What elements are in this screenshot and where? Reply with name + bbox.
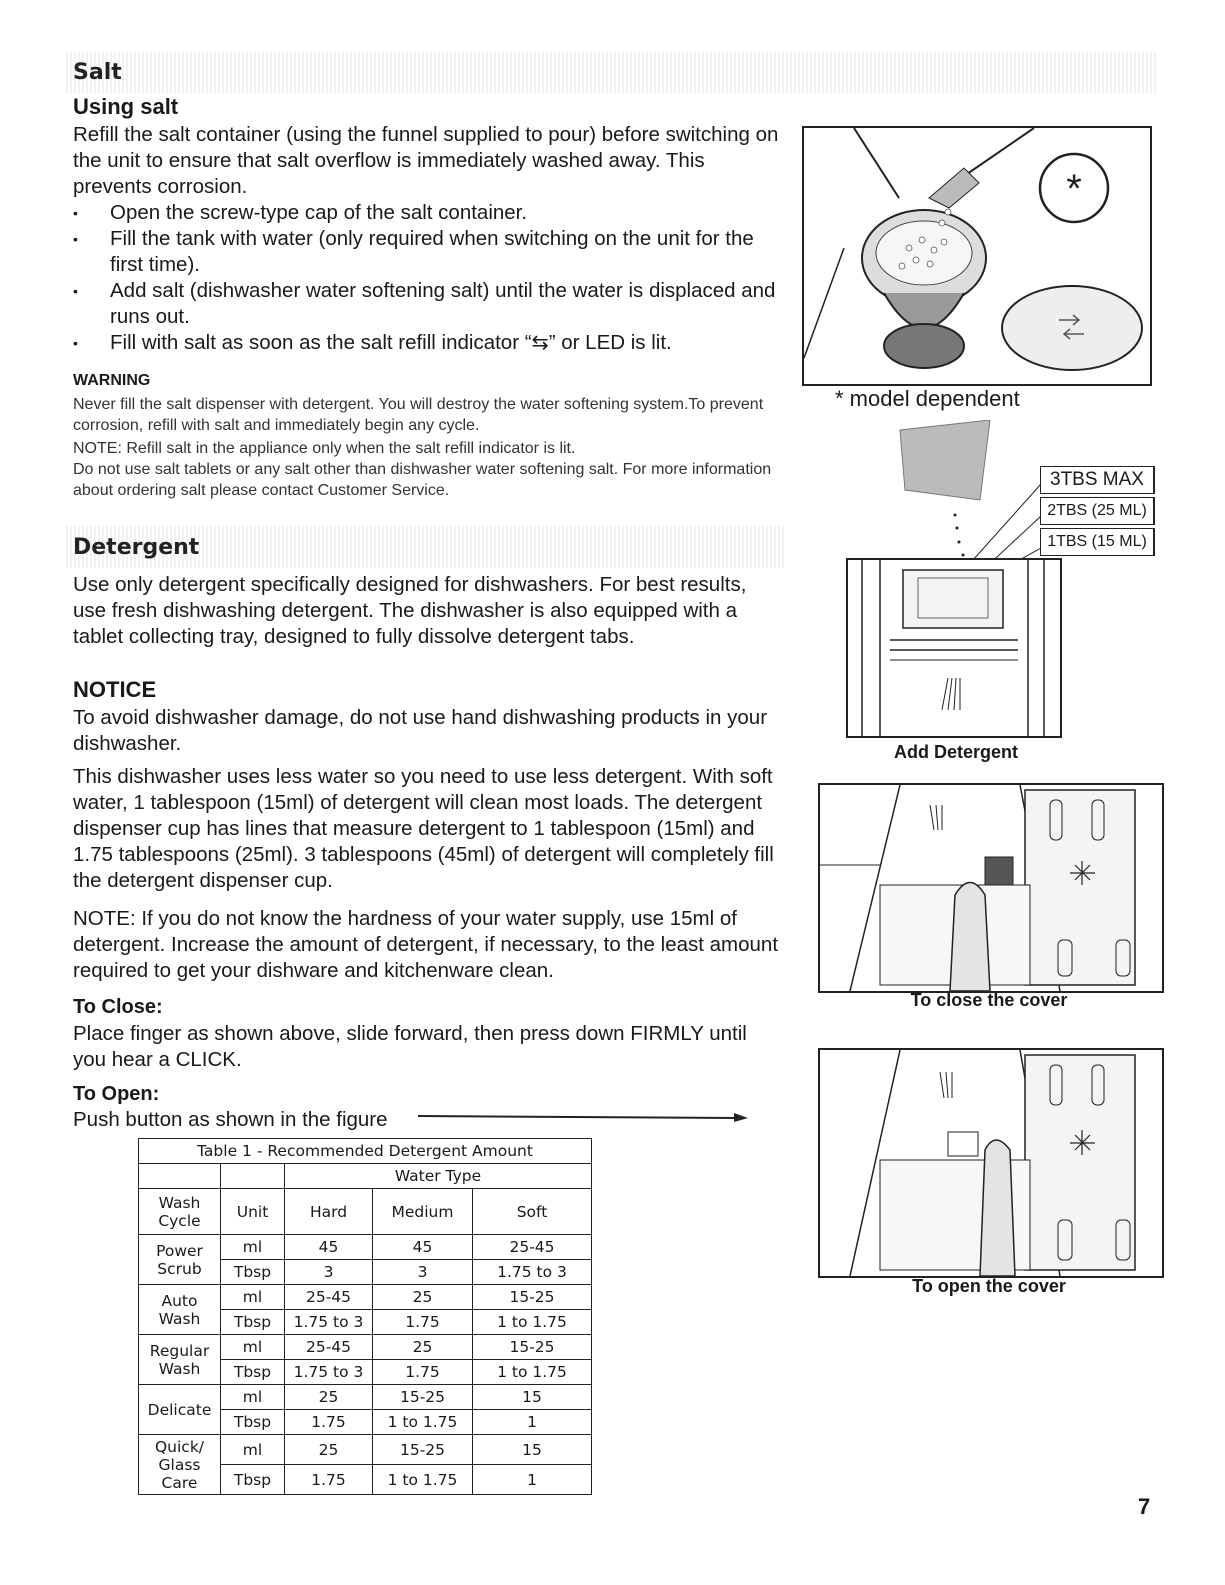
salt-funnel-illustration xyxy=(804,128,1150,384)
table-cell: 1.75 xyxy=(373,1310,473,1335)
level-label-25ml: 2TBS (25 ML) xyxy=(1040,497,1155,525)
detergent-pour-illustration xyxy=(895,420,1045,580)
table-cycle: Power Scrub xyxy=(139,1235,221,1285)
detergent-note: NOTE: If you do not know the hardness of your water supply, use 15ml of detergent. Increase the amount of detergent, if necessary, to the least amount required to get your dishware and kitchenware clean. xyxy=(73,907,779,982)
arrow-right-icon xyxy=(418,1108,748,1128)
table-cell: 1 to 1.75 xyxy=(373,1465,473,1495)
table-cell: ml xyxy=(221,1285,285,1310)
salt-note-2: Do not use salt tablets or any salt other than dishwasher water softening salt. For more information about ordering salt please contact Customer Service. xyxy=(73,461,772,499)
detergent-level-labels xyxy=(1040,466,1155,556)
table-header: Unit xyxy=(221,1189,285,1235)
warning-block xyxy=(73,394,783,501)
table-cell: 1 to 1.75 xyxy=(473,1360,592,1385)
to-close-text: Place finger as shown above, slide forward, then press down FIRMLY until you hear a CLICK. xyxy=(73,1022,747,1071)
salt-funnel-figure xyxy=(802,126,1152,386)
table-cell: 15 xyxy=(473,1435,592,1465)
table-cycle: Quick/ Glass Care xyxy=(139,1435,221,1495)
detergent-intro: Use only detergent specifically designed for dishwashers. For best results, use fresh dishwashing detergent. The dishwasher is also equipped with a tablet collecting tray, designed to fully dissolve detergent tabs. xyxy=(73,573,747,648)
warning-heading: WARNING xyxy=(73,372,151,389)
open-cover-figure xyxy=(818,1048,1164,1278)
water-type-header: Water Type xyxy=(285,1164,592,1189)
table-cell: 15-25 xyxy=(373,1435,473,1465)
salt-intro: Refill the salt container (using the funnel supplied to pour) before switching on the unit to ensure that salt overflow is immediately washed away. This prevents corrosion. xyxy=(73,123,779,198)
table-cell: 25-45 xyxy=(285,1335,373,1360)
model-dependent-marker: * xyxy=(1066,167,1082,211)
notice-heading: NOTICE xyxy=(73,677,157,702)
salt-text xyxy=(73,122,781,356)
salt-bullet: • Fill with salt as soon as the salt refill indicator “⇆” or LED is lit. xyxy=(73,330,781,356)
table-cell: Tbsp xyxy=(221,1310,285,1335)
salt-bullet: • Fill the tank with water (only required when switching on the unit for the first time). xyxy=(73,226,781,278)
warning-text: Never fill the salt dispenser with detergent. You will destroy the water softening system.To prevent corrosion, refill with salt and immediately begin any cycle. xyxy=(73,396,764,434)
table-cell: 15-25 xyxy=(373,1385,473,1410)
table-cell: Tbsp xyxy=(221,1465,285,1495)
table-cell: 1.75 xyxy=(285,1410,373,1435)
table-cell: 3 xyxy=(285,1260,373,1285)
table-cell: 25 xyxy=(373,1285,473,1310)
table-cell: 1 xyxy=(473,1410,592,1435)
salt-figure-caption: * model dependent xyxy=(835,386,1020,411)
table-cell: Tbsp xyxy=(221,1260,285,1285)
close-cover-figure xyxy=(818,783,1164,993)
table-header: Wash Cycle xyxy=(139,1189,221,1235)
table-cell: 1.75 to 3 xyxy=(285,1360,373,1385)
table-cell: 1.75 xyxy=(373,1360,473,1385)
table-cell: 25 xyxy=(373,1335,473,1360)
table-cell: ml xyxy=(221,1385,285,1410)
level-label-max: 3TBS MAX xyxy=(1040,466,1155,494)
table-cell: 25 xyxy=(285,1385,373,1410)
detergent-para: This dishwasher uses less water so you need to use less detergent. With soft water, 1 tablespoon (15ml) of detergent will clean most loads. The detergent dispenser cup has lines that measure detergent to 1 tablespoon (15ml) and 1.75 tablespoons (25ml). 3 tablespoons (45ml) of detergent will completely fill the detergent dispenser cup. xyxy=(73,765,774,892)
table-cell: 15 xyxy=(473,1385,592,1410)
using-salt-heading: Using salt xyxy=(73,94,179,119)
table-cell: 1 to 1.75 xyxy=(473,1310,592,1335)
salt-section-title: Salt xyxy=(73,60,122,85)
table-cell: 1.75 to 3 xyxy=(285,1310,373,1335)
table-cell: ml xyxy=(221,1335,285,1360)
to-open-heading: To Open: xyxy=(73,1083,160,1105)
table-cell: 25-45 xyxy=(473,1235,592,1260)
page-number: 7 xyxy=(1138,1494,1151,1519)
table-cell: 25-45 xyxy=(285,1285,373,1310)
table-cell: 1 to 1.75 xyxy=(373,1410,473,1435)
add-detergent-figure xyxy=(846,558,1062,738)
table-cell: ml xyxy=(221,1235,285,1260)
close-cover-illustration xyxy=(820,785,1162,991)
close-cover-caption: To close the cover xyxy=(910,990,1068,1010)
salt-note-1: NOTE: Refill salt in the appliance only when the salt refill indicator is lit. xyxy=(73,440,576,457)
level-label-15ml: 1TBS (15 ML) xyxy=(1040,528,1155,556)
salt-header-band xyxy=(66,52,1156,94)
salt-bullet: • Add salt (dishwasher water softening salt) until the water is displaced and runs out. xyxy=(73,278,781,330)
table-cell: 1 xyxy=(473,1465,592,1495)
table-header: Medium xyxy=(373,1189,473,1235)
table-cell: 3 xyxy=(373,1260,473,1285)
notice-text: To avoid dishwasher damage, do not use hand dishwashing products in your dishwasher. xyxy=(73,706,768,755)
dispenser-cup-illustration xyxy=(848,560,1060,736)
table-cell: 45 xyxy=(285,1235,373,1260)
table-header: Soft xyxy=(473,1189,592,1235)
table-cycle: Delicate xyxy=(139,1385,221,1435)
open-cover-caption: To open the cover xyxy=(912,1276,1066,1296)
table-header: Hard xyxy=(285,1189,373,1235)
table-cycle: Regular Wash xyxy=(139,1335,221,1385)
to-close-heading: To Close: xyxy=(73,996,163,1018)
detergent-table xyxy=(138,1138,592,1495)
table-cell: 25 xyxy=(285,1435,373,1465)
table-cell: Tbsp xyxy=(221,1360,285,1385)
add-detergent-caption: Add Detergent xyxy=(893,742,1018,762)
salt-bullet: • Open the screw-type cap of the salt container. xyxy=(73,200,781,226)
to-open-text: Push button as shown in the figure xyxy=(73,1108,388,1131)
table-cell: 45 xyxy=(373,1235,473,1260)
open-cover-illustration xyxy=(820,1050,1162,1276)
table-title: Table 1 - Recommended Detergent Amount xyxy=(139,1139,592,1164)
table-cell: 15-25 xyxy=(473,1335,592,1360)
table-cell: 1.75 xyxy=(285,1465,373,1495)
table-cell: Tbsp xyxy=(221,1410,285,1435)
table-cell: 1.75 to 3 xyxy=(473,1260,592,1285)
detergent-section-title: Detergent xyxy=(73,535,200,560)
table-cycle: Auto Wash xyxy=(139,1285,221,1335)
table-cell: ml xyxy=(221,1435,285,1465)
table-cell: 15-25 xyxy=(473,1285,592,1310)
